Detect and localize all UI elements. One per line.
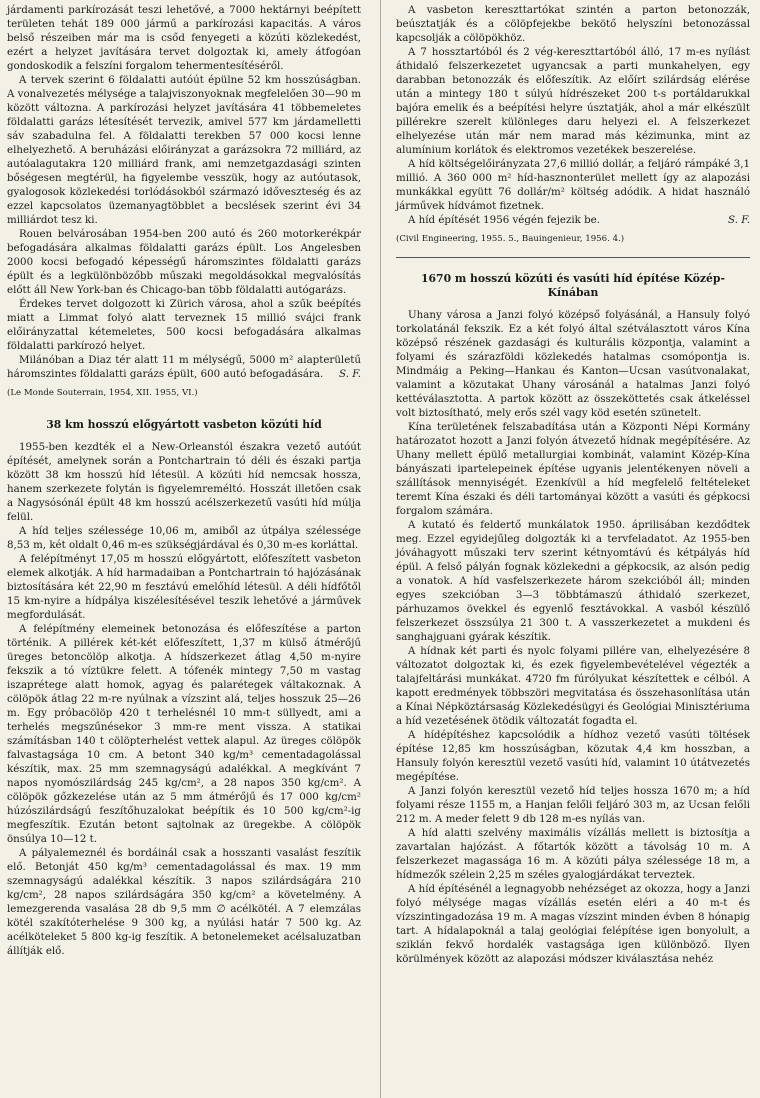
paragraph: A felépítményt 17,05 m hosszú előgyártott, előfeszített vasbeton elemek alkotják. A híd harmadaiban a Pontchartrain tó hajózásának biztosítására két 22,90 m fesztávú emelőhíd létesül. A déli hídfőtől 15 km-nyire a hídpálya kiszélesítésével teszik lehetővé a járművek megfordulását. [7, 553, 361, 621]
section-rule [396, 257, 750, 258]
paragraph: A pályalemeznél és bordáinál csak a hosszanti vasalást feszítik elő. Betonját 450 kg/m³ cementadagolással és max. 19 mm szemnagyságú adalékkal készítik. 3 napos szilárdságára 210 kg/cm², 28 napos szilárdságára 350 kg/cm² a követelmény. A lemezgerenda vasalása 28 db 9,5 mm ∅ acélkötél. A 7 elemzálas kötél szakítóterhelése 9 300 kg, a nyúlási határ 7 500 kg. Az acélköteleket 5 800 kg-ig feszítik. A betonelemeket acélsaluzatban állítják elő. [7, 847, 361, 957]
paragraph: A híd költségelőirányzata 27,6 millió dollár, a feljáró rámpáké 3,1 millió. A 360 000 m² híd-hasznonterület mellett így az alapozási munkákkal együtt 76 dollár/m² költség adódik. A hidat használó járművek hídvámot fizetnek. [396, 158, 750, 212]
paragraph: A híd teljes szélessége 10,06 m, amiből az útpálya szélessége 8,53 m, két oldalt 0,46 m-es szükségjárdával és 0,30 m-es korláttal. [7, 525, 361, 551]
paragraph: járdamenti parkírozását teszi lehetővé, a 7000 hektárnyi beépített területen tehát 189 000 jármű a parkírozási kapacitás. A város belső részeiben már ma is csőd fenyegeti a közúti közlekedést, ezért a helyzet javítására tervet dolgoztak ki, amely átfogóan gondoskodik a felszíni forgalom tehermentesítéséről. [7, 4, 361, 72]
paragraph: Rouen belvárosában 1954-ben 200 autó és 260 motorkerékpár befogadására alkalmas földalatti garázs épült. Los Angelesben 2000 kocsi befogadó képességű háromszintes földalatti garázs épült és a legkülönbözőbb műszaki megoldásokkal megvalósítás előtt áll New York-ban és Chicago-ban több földalatti autógarázs. [7, 228, 361, 296]
source-citation: (Le Monde Souterrain, 1954, XII. 1955, VI.) [7, 388, 198, 398]
column-separator [380, 0, 381, 1098]
paragraph-text: Milánóban a Diaz tér alatt 11 m mélységű, 5000 m² alapterületű háromszintes földalatti garázs épült, 600 autó befogadására. [7, 354, 361, 380]
paragraph-text: A híd építését 1956 végén fejezik be. [408, 214, 600, 226]
author-signature: S. F. [728, 214, 750, 226]
paragraph: A vasbeton kereszttartókat szintén a parton betonozzák, beúsztatják és a cölöpfejekbe bekötő helyszíni betonozással kapcsolják a cölöpökhöz. [396, 4, 750, 44]
paragraph: A Janzi folyón keresztül vezető híd teljes hossza 1670 m; a híd folyami része 1155 m, a Hanjan felőli feljáró 303 m, az Ucsan felőli 212 m. A meder felett 9 db 128 m-es nyílás van. [396, 785, 750, 825]
paragraph [7, 353, 361, 381]
right-column [396, 3, 750, 966]
paragraph: A tervek szerint 6 földalatti autóút épülne 52 km hosszúságban. A vonalvezetés mélysége a talajviszonyoknak megfelelően 30—90 m között változna. A parkírozási helyzet javítására 41 többemeletes földalatti garázs létesítését tervezik, amivel 577 km járdamelletti sáv szabadulna fel. A földalatti terekben 57 000 kocsi lenne elhelyezhető. A beruházási előirányzat a garázsokra 72 milliárd, az autóalagutakra 120 milliárd frank, ami nemzetgazdasági szinten bőségesen megtérül, ha figyelembe vesszük, hogy az autóutasok, gyalogosok közlekedési torlódásokból származó időveszteség és az ezzel kapcsolatos üzemanyagtöbblet a becslések szerint évi 34 milliárdot tesz ki. [7, 74, 361, 226]
paragraph: A híd építésénél a legnagyobb nehézséget az okozza, hogy a Janzi folyó mélysége magas vízállás esetén eléri a 40 m-t és vízszintingadozása 19 m. A magas vízszint minden évben 8 hónapig tart. A hídalapoknál a talaj geológiai felépítése igen bonyolult, a sziklán fekvő hordalék vastagsága igen különböző. Ilyen körülmények között az alapozási módszer kiválasztása nehéz [396, 883, 750, 965]
paragraph: A 7 hossztartóból és 2 vég-kereszttartóból álló, 17 m-es nyílást áthidaló felszerkezetet ugyancsak a parti munkahelyen, egy darabban betonozzák és előfeszítik. Az előírt szilárdság elérése után a mintegy 180 t súlyú hídrészeket 200 t-s portáldarukkal bajóra emelik és a beépítési helyre úsztatják, ahol a már elkészült pillérekre szerelt különleges daru helyezi el. A felszerkezet elhelyezése után már nem marad más kézimunka, mint az alumínium korlátok és elektromos vezetékek beszerelése. [396, 46, 750, 156]
left-column [7, 3, 361, 958]
source-citation: (Civil Engineering, 1955. 5., Bauingenieur, 1956. 4.) [396, 234, 625, 244]
paragraph: Kína területének felszabadítása után a Központi Népi Kormány határozatot hozott a Janzi folyón átvezető hídnak megépítésére. Az Uhany mellett épülő metallurgiai kombinát, valamint Közép-Kína bányászati ipartelepeinek építése ugyanis jelentékenyen növeli a szállítások mennyiségét. Ezenkívül a híd megfelelő feltételeket teremt Kína északi és déli tartományai között a vasúti és gépkocsi forgalom számára. [396, 421, 750, 517]
paragraph: A híd alatti szelvény maximális vízállás mellett is biztosítja a zavartalan hajózást. A főtartók között a távolság 10 m. A felszerkezet magassága 16 m. A közúti pálya szélessége 18 m, a hídmezők szélein 2,25 m széles gyalogjárdákat terveztek. [396, 827, 750, 881]
article-heading: 38 km hosszú előgyártott vasbeton közúti híd [46, 418, 322, 431]
paragraph [396, 213, 750, 227]
paragraph: Uhany városa a Janzi folyó középső folyásánál, a Hansuly folyó torkolatánál fekszik. Ez a két folyó által szétválasztott város Kína középső részének gazdasági és kulturális központja, valamint a folyami és szárazföldi közlekedés hatalmas csomópontja is. Mindmáig a Peking—Hankau és Kanton—Ucsan vasútvonalakat, valamint a közutakat Uhany városánál a hatalmas Janzi folyó kettéválasztotta. A partok között az összeköttetés csak átkeléssel volt biztosítható, mely erős szél vagy köd esetén szünetelt. [396, 309, 750, 419]
paragraph: A kutató és feldertő munkálatok 1950. áprilisában kezdődtek meg. Ezzel egyidejűleg dolgozták ki a tervfeladatot. Az 1955-ben jóváhagyott műszaki terv szerint kétnyomtávú és kétpályás híd épül. A felső pályán fognak közlekedni a gépkocsik, az alsón pedig a vonatok. A híd vasfelszerkezete három szekcióból áll; minden egyes szekcióban 3—3 többtámaszú áthidaló szerkezet, párhuzamos övekkel és egyenlő fesztávokkal. A vasból készülő felszerkezet összsúlya 21 300 t. A vasszerkezetet a mukdeni és sanghajguani gyárak készítik. [396, 519, 750, 643]
paragraph: Érdekes tervet dolgozott ki Zürich városa, ahol a szűk beépítés miatt a Limmat folyó alatt terveznek 15 millió svájci frank előirányzattal kétemeletes, 500 kocsi befogadására alkalmas földalatti parkírozó helyet. [7, 298, 361, 352]
article-heading: 1670 m hosszú közúti és vasúti híd építése Közép-Kínában [421, 272, 725, 299]
paragraph: A hídnak két parti és nyolc folyami pillére van, elhelyezésére 8 változatot dolgoztak ki, és ezek figyelembevételével végezték a talajfeltárási munkákat. 4720 fm fúrólyukat készítettek e célból. A kapott eredmények többszöri megvitatása és összehasonlítása után a Kínai Népköztársaság Közlekedésügyi és Geológiai Minisztériuma a híd vezetésének ötödik változatát fogadta el. [396, 645, 750, 727]
paragraph: A hídépítéshez kapcsolódik a hídhoz vezető vasúti töltések építése 12,85 km hosszúságban, közutak 4,4 km hosszban, a Hansuly folyón keresztül vezető vasúti híd, valamint 10 útátvezetés megépítése. [396, 729, 750, 783]
paragraph: 1955-ben kezdték el a New-Orleanstól északra vezető autóút építését, amelynek során a Pontchartrain tó déli és északi partja között 38 km hosszú híd létesül. A közúti híd nemcsak hossza, hanem szerkezete folytán is figyelemreméltó. Hosszát illetően csak a Nagysósónál épült 48 km hosszú acélszerkezetű vasúti híd múlja felül. [7, 441, 361, 523]
paragraph: A felépítmény elemeinek betonozása és előfeszítése a parton történik. A pillérek két-két előfeszített, 1,37 m külső átmérőjű üreges betoncölöp alkotja. A hídszerkezet átlag 4,50 m-nyire fekszik a tó víztükre felett. A tófenék mintegy 7,50 m vastag iszaprétege alatt homok, agyag és palarétegek váltakoznak. A cölöpök átlag 22 m-re nyúlnak a vízszint alá, teljes hosszuk 25—26 m. Egy próbacölöp 420 t terhelésnél 10 mm-t süllyedt, ami a terhelés megszűnésekor 3 mm-re ment vissza. A statikai számításban 140 t cölöpterhelést vettek alapul. Az üreges cölöpök falvastagsága 10 cm. A betont 340 kg/m³ cementadagolással készítik, max. 25 mm szemnagyságú adalékkal. A megkívánt 7 napos nyomószilárdság 245 kg/cm², a 28 napos 350 kg/cm². A cölöpök gőzkezelése után az 5 mm átmérőjű és 17 000 kg/cm² húzószilárdságú feszítőhuzalokat beépítik és 10 500 kg/cm²-ig megfeszítik. Ezután betont sajtolnak az üregekbe. A cölöpök önsúlya 10—12 t. [7, 623, 361, 845]
author-signature: S. F. [339, 368, 361, 380]
